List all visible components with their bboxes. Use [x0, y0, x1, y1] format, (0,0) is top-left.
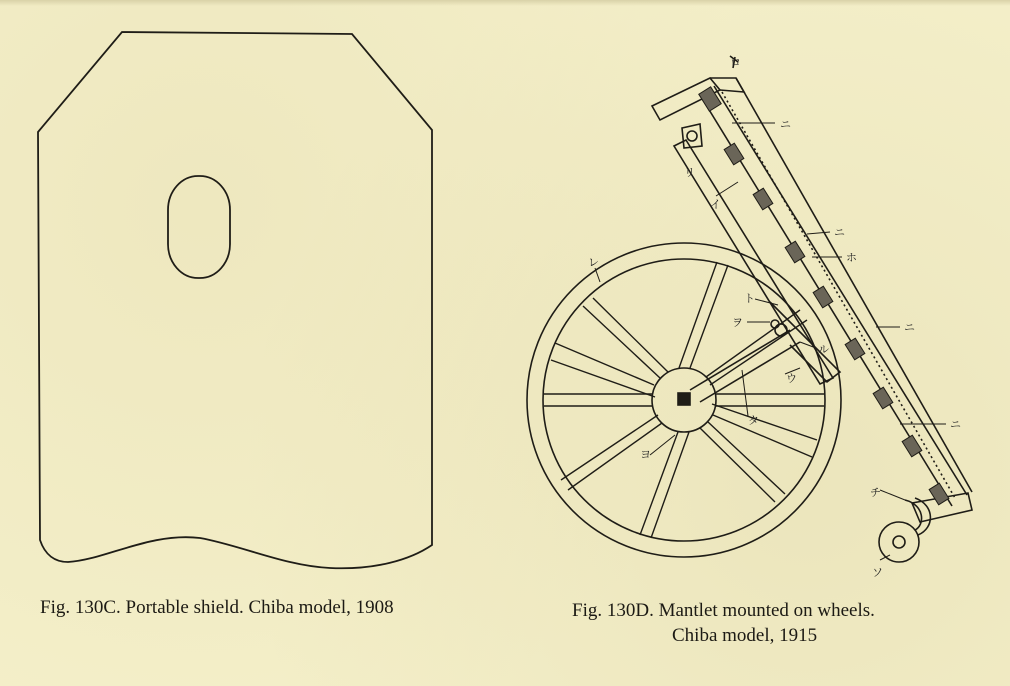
shield-outline [38, 32, 432, 568]
label-ni-2: ニ [834, 226, 845, 239]
caption-fig-130d-line1: Fig. 130D. Mantlet mounted on wheels. [572, 600, 875, 621]
label-to: ト [744, 292, 755, 305]
mantlet-board [652, 78, 972, 522]
label-ni-4: ニ [950, 418, 961, 431]
label-re: レ [588, 256, 599, 269]
label-ni-1: ニ [780, 118, 791, 131]
mantlet-figure [527, 56, 972, 562]
label-ni-3: ニ [904, 321, 915, 334]
label-ta: タ [748, 414, 759, 427]
caster-wheel [879, 498, 930, 562]
label-so: ソ [872, 566, 883, 579]
caption-fig-130d-line2: Chiba model, 1915 [672, 625, 818, 646]
label-ri: リ [684, 166, 695, 179]
label-ro: ロ [730, 56, 741, 69]
label-u: ウ [786, 372, 797, 385]
label-yo: ヨ [640, 448, 651, 461]
label-ho: ホ [846, 251, 857, 264]
label-chi: チ [870, 486, 881, 499]
portable-shield-figure [38, 32, 432, 568]
wheel-axle [678, 393, 690, 405]
label-wo: ヲ [732, 316, 743, 329]
shield-viewing-slot [168, 176, 230, 278]
board-blocks [699, 87, 949, 505]
caption-fig-130c: Fig. 130C. Portable shield. Chiba model, 1908 [40, 597, 394, 618]
label-i: イ [710, 198, 721, 211]
label-ru: ル [818, 343, 829, 356]
